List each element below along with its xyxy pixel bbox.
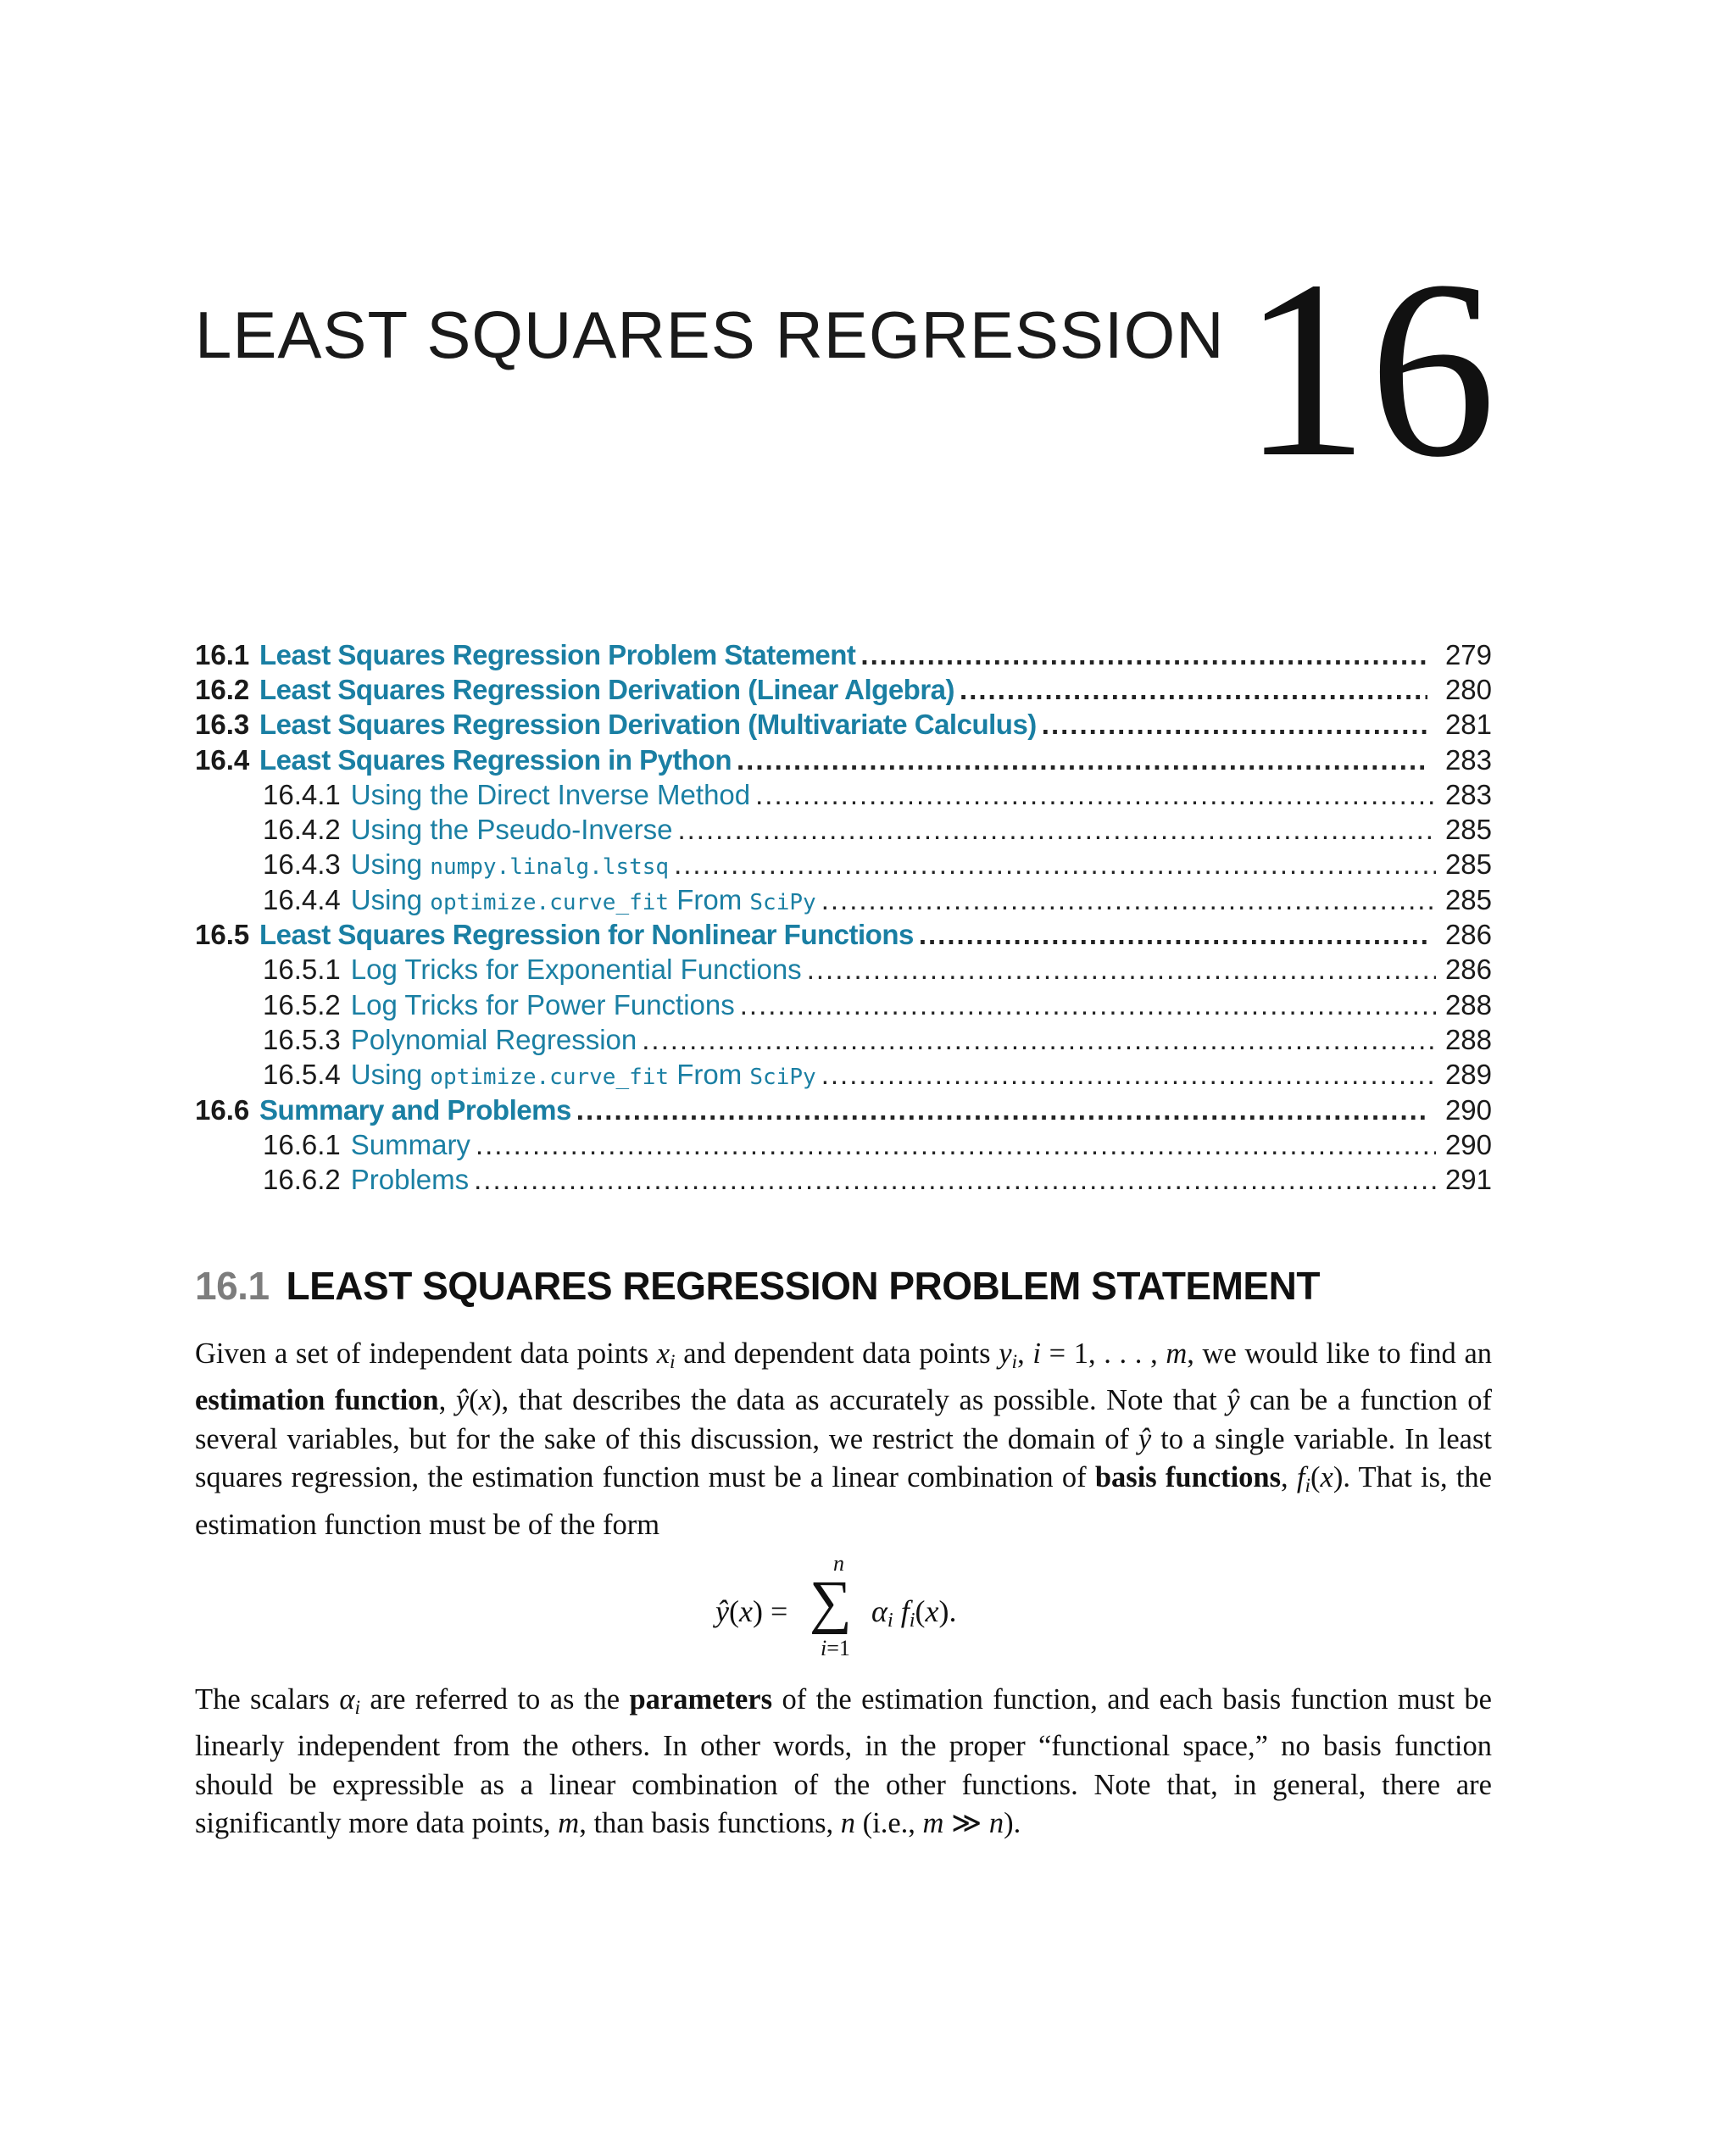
toc-page-number: 288 bbox=[1444, 1023, 1492, 1055]
toc-page-number: 283 bbox=[1444, 743, 1492, 776]
paragraph-text: The scalars bbox=[195, 1683, 340, 1716]
toc-page-number: 283 bbox=[1444, 778, 1492, 810]
toc-entry-16-5-3[interactable] bbox=[195, 1022, 1492, 1057]
toc-page-number: 290 bbox=[1444, 1128, 1492, 1160]
sum-upper-limit: n bbox=[833, 1551, 844, 1576]
toc-number: 16.4.3 bbox=[263, 848, 341, 881]
toc-leader bbox=[821, 1059, 1436, 1091]
toc-number: 16.6.1 bbox=[263, 1128, 341, 1160]
paragraph-intro: Given a set of independent data points $x_i$ and dependent data points $y_i$, i = 1, . . . , m, we would like to find an estimation function, ŷ(x), that describes the data as accurately as possible. Note that ŷ can be a function of several variables, but for the sake of this discussion, we restrict the domain of ŷ to a single variable. In least squares regression, the estimation function must be a linear combination of basis functions, $f_i(x)$. That is, the estimation function must be of the form bbox=[195, 1337, 1493, 1541]
term-basis-functions: basis functions bbox=[1094, 1461, 1282, 1494]
toc-number: 16.4.4 bbox=[263, 883, 341, 915]
toc-link[interactable]: Least Squares Regression Derivation (Linear Algebra) bbox=[259, 673, 955, 705]
toc-number: 16.6 bbox=[195, 1093, 250, 1126]
paragraph-text: and dependent data points bbox=[675, 1337, 999, 1370]
toc-link[interactable]: Using the Direct Inverse Method bbox=[350, 778, 751, 810]
toc-link[interactable]: Least Squares Regression for Nonlinear Functions bbox=[259, 919, 914, 951]
paragraph-text: are referred to as the bbox=[359, 1683, 630, 1716]
toc-link[interactable]: Using the Pseudo-Inverse bbox=[350, 814, 673, 846]
toc-entry-16-6[interactable] bbox=[195, 1093, 1492, 1127]
toc-entry-16-4-1[interactable] bbox=[195, 777, 1492, 812]
toc-entry-16-2[interactable] bbox=[195, 672, 1492, 707]
toc-link-text: Using bbox=[350, 883, 423, 915]
chapter-title: LEAST SQUARES REGRESSION bbox=[195, 298, 1225, 372]
toc-leader bbox=[642, 1024, 1436, 1056]
toc-link-code: numpy.linalg.lstsq bbox=[430, 854, 670, 881]
toc-link[interactable]: Summary bbox=[350, 1128, 470, 1160]
table-of-contents bbox=[195, 637, 1492, 1198]
equation-rhs: $\alpha_i$ $f_i(x)$. bbox=[871, 1594, 957, 1632]
toc-link[interactable]: Summary and Problems bbox=[259, 1093, 571, 1126]
toc-leader bbox=[474, 1164, 1436, 1196]
toc-page-number: 289 bbox=[1444, 1059, 1492, 1091]
toc-entry-16-5-1[interactable] bbox=[195, 953, 1492, 987]
paragraph-text: Given a set of independent data points bbox=[195, 1337, 657, 1370]
toc-link[interactable]: Least Squares Regression Problem Statement bbox=[259, 638, 856, 670]
toc-link[interactable]: Polynomial Regression bbox=[350, 1023, 637, 1055]
toc-leader bbox=[674, 848, 1436, 881]
toc-leader bbox=[737, 744, 1427, 776]
paragraph-text: can be a function of several variables, but for the sake of this discussion, we restrict the domain of bbox=[195, 1384, 1492, 1455]
toc-number: 16.2 bbox=[195, 673, 250, 705]
toc-page-number: 281 bbox=[1444, 709, 1492, 741]
toc-leader bbox=[807, 954, 1436, 986]
toc-link-code: SciPy bbox=[749, 1065, 816, 1091]
toc-leader bbox=[919, 919, 1427, 951]
toc-link[interactable]: Problems bbox=[350, 1164, 470, 1196]
paragraph-parameters: The scalars $\alpha_i$ are referred to as the parameters of the estimation function, and each basis function must be linearly independent from the others. In other words, in the proper “functional space,” no basis function should be expressible as a linear combination of the other functions. Note that, in general, there are significantly more data points, m, than basis functions, n (i.e., m ≫ n). bbox=[195, 1683, 1492, 1840]
sum-lower-limit: i=1 bbox=[821, 1636, 850, 1660]
toc-number: 16.5.2 bbox=[263, 988, 341, 1020]
toc-page-number: 290 bbox=[1444, 1093, 1492, 1126]
paragraph-text: , than basis functions, bbox=[579, 1807, 841, 1840]
paragraph-text: to a single variable. In least squares regression, the estimation function must be a linear combination of bbox=[195, 1422, 1492, 1494]
toc-link-text: From bbox=[676, 1059, 743, 1091]
toc-link[interactable]: Log Tricks for Exponential Functions bbox=[350, 954, 802, 986]
toc-link-text: Using bbox=[350, 848, 423, 881]
toc-entry-16-6-2[interactable] bbox=[195, 1162, 1492, 1197]
summation-symbol: ∑ bbox=[810, 1570, 852, 1635]
toc-leader bbox=[1042, 709, 1427, 741]
toc-page-number: 280 bbox=[1444, 673, 1492, 705]
paragraph-text: , that describes the data as accurately as possible. Note that bbox=[501, 1384, 1227, 1417]
section-heading bbox=[195, 1263, 1320, 1309]
paragraph-text: (i.e., bbox=[855, 1807, 923, 1840]
chapter-number: 16 bbox=[1242, 228, 1496, 509]
toc-entry-16-1[interactable] bbox=[195, 637, 1492, 672]
section-number: 16.1 bbox=[195, 1264, 270, 1308]
toc-page-number: 279 bbox=[1444, 638, 1492, 670]
toc-link[interactable]: Log Tricks for Power Functions bbox=[350, 988, 735, 1020]
toc-entry-16-5-2[interactable] bbox=[195, 987, 1492, 1022]
equation-lhs: ŷ(x) = bbox=[715, 1594, 788, 1628]
toc-link-code: optimize.curve_fit bbox=[430, 1065, 670, 1091]
toc-number: 16.5.1 bbox=[263, 954, 341, 986]
toc-number: 16.5 bbox=[195, 919, 250, 951]
toc-link-code: SciPy bbox=[749, 889, 816, 915]
toc-link-text: From bbox=[676, 883, 743, 915]
toc-link-text: Using bbox=[350, 1059, 423, 1091]
toc-leader bbox=[821, 884, 1436, 916]
toc-page-number: 285 bbox=[1444, 848, 1492, 881]
paragraph-text: of the estimation function, and each basis function must be linearly independent from the others. In other words, in the proper “functional space,” no basis function should be expressible as a linear combination of the other functions. Note that, in general, there are significantly more data points, bbox=[195, 1683, 1492, 1840]
toc-entry-16-4-3[interactable] bbox=[195, 848, 1492, 882]
toc-page-number: 285 bbox=[1444, 883, 1492, 915]
toc-entry-16-6-1[interactable] bbox=[195, 1127, 1492, 1162]
toc-leader bbox=[476, 1129, 1436, 1161]
toc-leader bbox=[960, 674, 1427, 706]
toc-entry-16-4[interactable] bbox=[195, 742, 1492, 777]
toc-link[interactable] bbox=[351, 884, 816, 916]
toc-entry-16-5[interactable] bbox=[195, 917, 1492, 952]
section-title: LEAST SQUARES REGRESSION PROBLEM STATEMENT bbox=[286, 1264, 1320, 1308]
toc-link[interactable]: Least Squares Regression Derivation (Multivariate Calculus) bbox=[259, 709, 1037, 741]
toc-entry-16-3[interactable] bbox=[195, 708, 1492, 742]
toc-link[interactable] bbox=[351, 1059, 816, 1091]
toc-link-code: optimize.curve_fit bbox=[430, 889, 670, 915]
toc-leader bbox=[740, 989, 1436, 1021]
toc-number: 16.1 bbox=[195, 638, 250, 670]
toc-leader bbox=[860, 639, 1427, 671]
toc-page-number: 291 bbox=[1444, 1164, 1492, 1196]
toc-entry-16-5-4[interactable] bbox=[195, 1058, 1492, 1093]
toc-entry-16-4-4[interactable] bbox=[195, 882, 1492, 917]
toc-page-number: 286 bbox=[1444, 954, 1492, 986]
toc-link[interactable]: Least Squares Regression in Python bbox=[259, 743, 732, 776]
toc-leader bbox=[576, 1094, 1427, 1126]
paragraph-text: . That is, the estimation function must be of the form bbox=[195, 1461, 1492, 1541]
toc-number: 16.4.1 bbox=[263, 778, 341, 810]
term-parameters: parameters bbox=[629, 1683, 773, 1716]
toc-link[interactable] bbox=[351, 848, 669, 881]
equation-estimation-function bbox=[712, 1551, 1068, 1670]
toc-page-number: 288 bbox=[1444, 988, 1492, 1020]
toc-leader bbox=[755, 779, 1436, 811]
toc-entry-16-4-2[interactable] bbox=[195, 812, 1492, 847]
toc-number: 16.5.3 bbox=[263, 1023, 341, 1055]
toc-number: 16.5.4 bbox=[263, 1059, 341, 1091]
toc-number: 16.4.2 bbox=[263, 814, 341, 846]
toc-number: 16.3 bbox=[195, 709, 250, 741]
paragraph-text: , we would like to find an bbox=[1187, 1337, 1493, 1370]
toc-page-number: 286 bbox=[1444, 919, 1492, 951]
toc-number: 16.6.2 bbox=[263, 1164, 341, 1196]
toc-page-number: 285 bbox=[1444, 814, 1492, 846]
toc-number: 16.4 bbox=[195, 743, 250, 776]
toc-leader bbox=[677, 814, 1436, 846]
term-estimation-function: estimation function bbox=[195, 1384, 439, 1417]
